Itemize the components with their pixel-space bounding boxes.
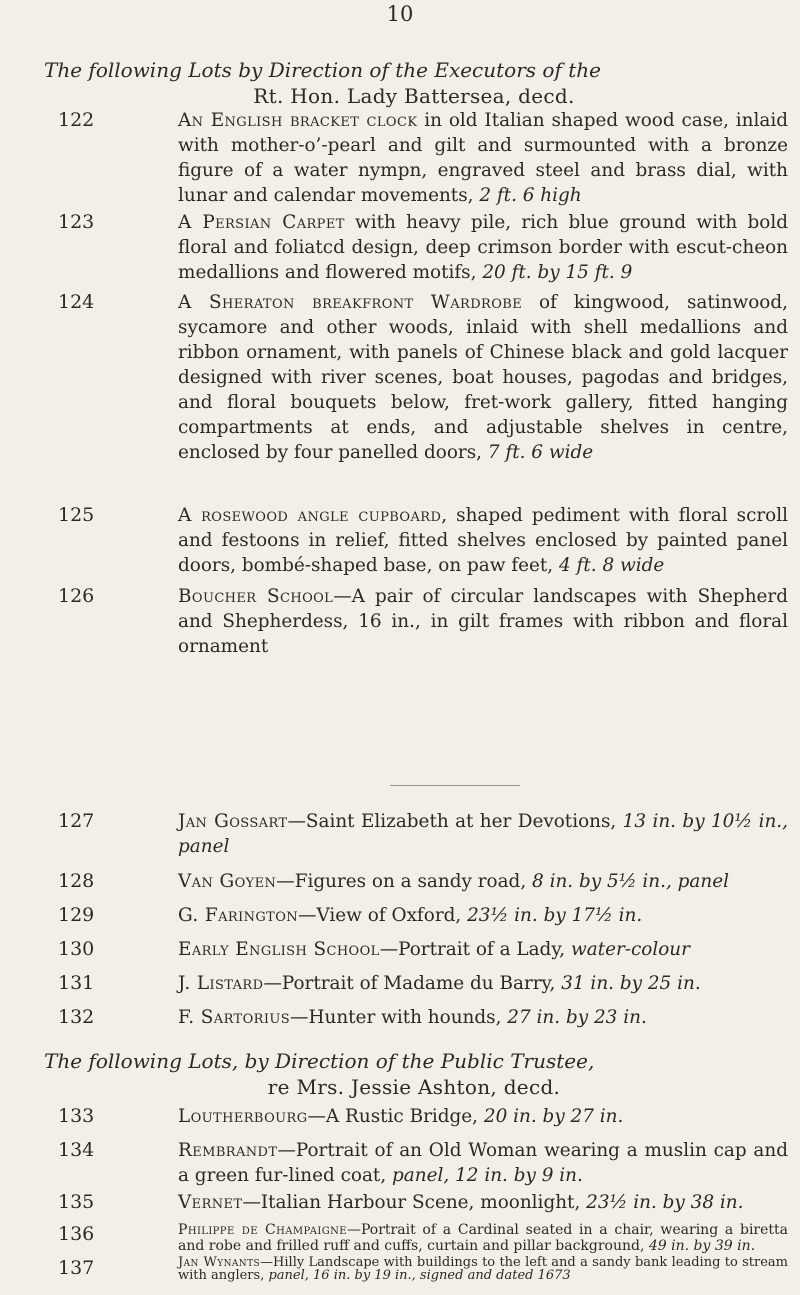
section-heading-line1: The following Lots, by Direction of the Public Trustee, xyxy=(44,1049,595,1073)
lot-number: 136 xyxy=(58,1223,95,1245)
lot-text: —A pair of circular landscapes with Shepherd and Shepherdess, 16 in., in gilt frames with ribbon and floral ornament xyxy=(178,586,788,657)
lot-description xyxy=(178,108,788,208)
lot-number: 126 xyxy=(58,585,95,607)
lot-title: J. Listard xyxy=(178,973,264,994)
lot-dimensions: 2 ft. 6 high xyxy=(479,185,582,206)
lot-dimensions: 31 in. by 25 in. xyxy=(561,973,701,994)
lot-dimensions: 20 ft. by 15 ft. 9 xyxy=(482,262,633,283)
lot-dimensions: 23½ in. by 38 in. xyxy=(586,1192,744,1213)
lot-description xyxy=(178,1104,788,1129)
lot-description xyxy=(178,584,788,659)
lot-text: —Portrait of Madame du Barry, xyxy=(263,973,562,994)
lot-number: 132 xyxy=(58,1006,95,1028)
lot-title: Vernet xyxy=(178,1192,243,1213)
lot-135 xyxy=(58,1190,788,1215)
lot-description xyxy=(178,971,788,996)
section-divider xyxy=(390,785,520,786)
lot-126 xyxy=(58,584,788,659)
lot-number: 129 xyxy=(58,904,95,926)
lot-128 xyxy=(58,869,788,894)
lot-dimensions: 13 in. by 10½ in., panel xyxy=(178,811,789,857)
lot-text: —Italian Harbour Scene, moonlight, xyxy=(242,1192,587,1213)
lot-title: A Sheraton breakfront Wardrobe xyxy=(178,292,523,313)
section-heading-line2: re Mrs. Jessie Ashton, decd. xyxy=(267,1075,561,1099)
lot-130 xyxy=(58,937,788,962)
lot-title: Rembrandt xyxy=(178,1140,278,1161)
lot-dimensions: 20 in. by 27 in. xyxy=(483,1106,624,1127)
lot-dimensions: 23½ in. by 17½ in. xyxy=(467,905,643,926)
page-number: 10 xyxy=(386,2,414,26)
lot-number: 137 xyxy=(58,1257,95,1279)
lot-text: —Portrait of an Old Woman wearing a muslin cap and a green fur-lined coat, xyxy=(178,1140,788,1186)
lot-133 xyxy=(58,1104,788,1129)
lot-description xyxy=(178,503,788,578)
lot-dimensions: panel, 16 in. by 19 in., signed and dated 1673 xyxy=(268,1268,571,1283)
lot-124 xyxy=(58,290,788,465)
lot-129 xyxy=(58,903,788,928)
lot-123 xyxy=(58,210,788,285)
lot-127 xyxy=(58,809,788,859)
lot-title: Jan Wynants xyxy=(178,1255,261,1270)
lot-dimensions: 4 ft. 8 wide xyxy=(559,555,665,576)
lot-title: Loutherbourg xyxy=(178,1106,308,1127)
lot-number: 125 xyxy=(58,504,95,526)
lot-dimensions: 49 in. by 39 in. xyxy=(648,1238,756,1254)
lot-text: of kingwood, satinwood, sycamore and other woods, inlaid with shell medallions and ribbon ornament, with panels of Chinese black and gold lacquer designed with river scenes, boat houses, pagodas and bridges, and floral bouquets below, fret-work gallery, fitted hanging compartments at ends, and adjustable shelves in centre, enclosed by four panelled doors, xyxy=(178,292,788,463)
lot-number: 123 xyxy=(58,211,95,233)
lot-number: 135 xyxy=(58,1191,95,1213)
lot-number: 128 xyxy=(58,870,95,892)
lot-131 xyxy=(58,971,788,996)
lot-text: —Saint Elizabeth at her Devotions, xyxy=(287,811,623,832)
lot-132 xyxy=(58,1005,788,1030)
lot-title: Boucher School xyxy=(178,586,334,607)
lot-description xyxy=(178,1005,788,1030)
lot-text: —Hilly Landscape with buildings to the left and a sandy bank leading to stream with anglers, xyxy=(178,1255,788,1283)
lot-dimensions: 8 in. by 5½ in., panel xyxy=(532,871,729,892)
lot-number: 133 xyxy=(58,1105,95,1127)
lot-number: 134 xyxy=(58,1139,95,1161)
lot-number: 124 xyxy=(58,291,95,313)
lot-number: 127 xyxy=(58,810,95,832)
lot-description xyxy=(178,1190,788,1215)
lot-dimensions: water-colour xyxy=(570,939,690,960)
lot-title: A Persian Carpet xyxy=(178,212,345,233)
lot-122 xyxy=(58,108,788,208)
lot-text: —Portrait of a Cardinal seated in a chair, wearing a biretta and robe and frilled ruff and cuffs, curtain and pillar background, xyxy=(178,1222,788,1254)
lot-description xyxy=(178,210,788,285)
lot-title: An English bracket clock xyxy=(178,110,418,131)
lot-dimensions: 27 in. by 23 in. xyxy=(507,1007,647,1028)
lot-description xyxy=(178,809,788,859)
lot-description xyxy=(178,903,788,928)
lot-text: —Portrait of a Lady, xyxy=(379,939,571,960)
lot-description xyxy=(178,1138,788,1188)
section-heading-public-trustee xyxy=(44,1048,784,1100)
lot-dimensions: panel, 12 in. by 9 in. xyxy=(392,1165,583,1186)
lot-description xyxy=(178,1256,788,1282)
lot-title: Philippe de Champaigne xyxy=(178,1222,347,1238)
lot-text: —Figures on a sandy road, xyxy=(276,871,533,892)
lot-text: in old Italian shaped wood case, inlaid with mother-o’-pearl and gilt and surmounted with a bronze figure of a water nympn, engraved steel and brass dial, with lunar and calendar movements, xyxy=(178,110,788,206)
lot-description xyxy=(178,869,788,894)
lot-title: Van Goyen xyxy=(178,871,277,892)
lot-137 xyxy=(58,1256,788,1282)
lot-title: Early English School xyxy=(178,939,380,960)
section-heading-line1: The following Lots by Direction of the Executors of the xyxy=(44,58,601,82)
lot-text: —View of Oxford, xyxy=(298,905,468,926)
lot-dimensions: 7 ft. 6 wide xyxy=(487,442,594,463)
lot-text: —Hunter with hounds, xyxy=(290,1007,508,1028)
lot-text: , shaped pediment with floral scroll and festoons in relief, fitted shelves enclosed by painted panel doors, bombé-shaped base, on paw feet, xyxy=(178,505,788,576)
lot-description xyxy=(178,290,788,465)
lot-title: F. Sartorius xyxy=(178,1007,291,1028)
lot-number: 130 xyxy=(58,938,95,960)
lot-text: with heavy pile, rich blue ground with bold floral and foliatcd design, deep crimson border with escut-cheon medallions and flowered motifs, xyxy=(178,212,789,283)
lot-number: 122 xyxy=(58,109,95,131)
lot-134 xyxy=(58,1138,788,1188)
lot-number: 131 xyxy=(58,972,95,994)
section-heading-executors xyxy=(44,57,784,109)
lot-title: A rosewood angle cupboard xyxy=(178,505,442,526)
lot-title: G. Farington xyxy=(178,905,299,926)
lot-description xyxy=(178,937,788,962)
lot-125 xyxy=(58,503,788,578)
lot-description xyxy=(178,1222,788,1254)
section-heading-line2: Rt. Hon. Lady Battersea, decd. xyxy=(253,84,575,108)
lot-text: —A Rustic Bridge, xyxy=(307,1106,484,1127)
lot-title: Jan Gossart xyxy=(178,811,288,832)
